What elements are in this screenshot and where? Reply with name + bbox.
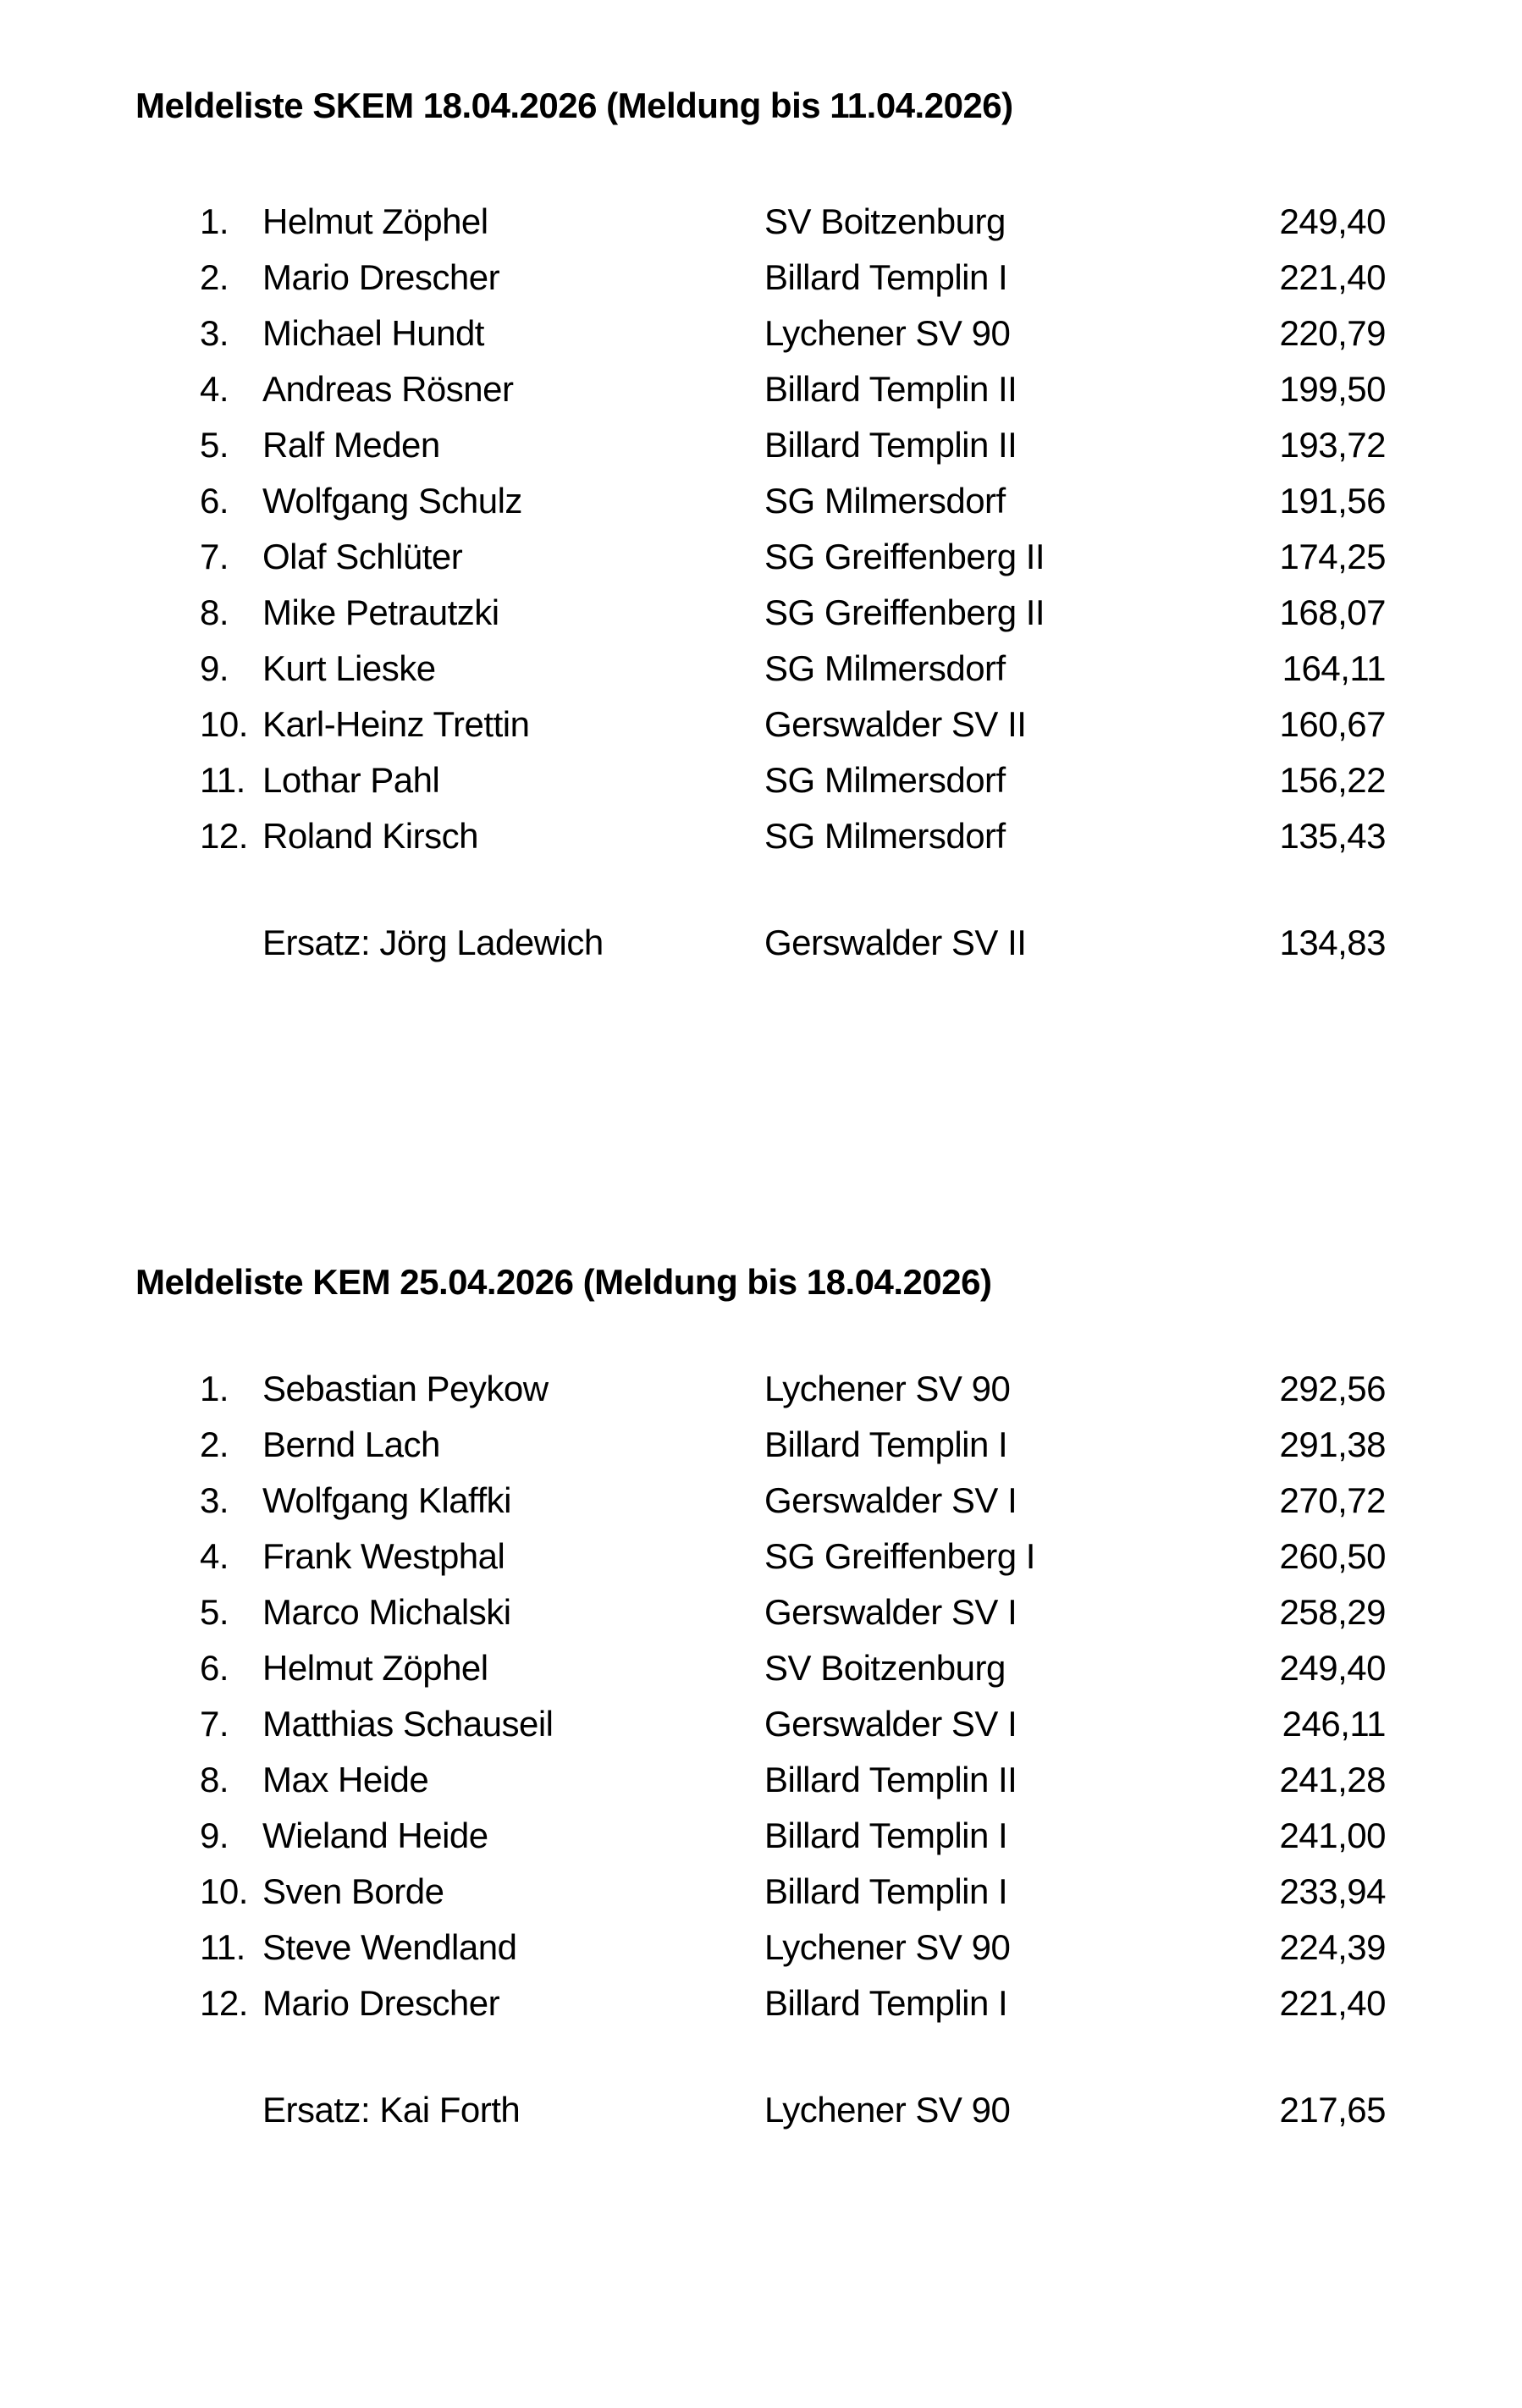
row-rank: 9. bbox=[200, 1816, 229, 1855]
row-rank: 6. bbox=[200, 1648, 229, 1688]
row-player-name: Roland Kirsch bbox=[262, 816, 478, 856]
row-player-name: Mike Petrautzki bbox=[262, 592, 499, 632]
table-row bbox=[200, 250, 1522, 306]
row-score: 164,11 bbox=[1282, 648, 1386, 688]
row-club: SG Greiffenberg II bbox=[764, 537, 1045, 576]
row-player-name: Max Heide bbox=[262, 1760, 429, 1799]
row-club: Lychener SV 90 bbox=[764, 1369, 1011, 1408]
row-player-name: Helmut Zöphel bbox=[262, 201, 488, 241]
substitute-label: Ersatz: Jörg Ladewich bbox=[262, 923, 604, 962]
row-player-name: Lothar Pahl bbox=[262, 760, 440, 800]
row-score: 221,40 bbox=[1279, 1983, 1386, 2023]
table-row bbox=[200, 641, 1522, 697]
row-score: 258,29 bbox=[1279, 1592, 1386, 1632]
table-row bbox=[200, 1920, 1522, 1975]
table-row bbox=[200, 1975, 1522, 2031]
row-score: 233,94 bbox=[1279, 1871, 1386, 1911]
table-row bbox=[200, 306, 1522, 361]
row-player-name: Ralf Meden bbox=[262, 425, 440, 465]
row-player-name: Kurt Lieske bbox=[262, 648, 436, 688]
row-rank: 3. bbox=[200, 313, 229, 353]
row-score: 291,38 bbox=[1279, 1424, 1386, 1464]
table-row bbox=[200, 697, 1522, 752]
row-club: Billard Templin I bbox=[764, 1983, 1008, 2023]
row-rank: 5. bbox=[200, 1592, 229, 1632]
row-score: 221,40 bbox=[1279, 257, 1386, 297]
row-rank: 2. bbox=[200, 1424, 229, 1464]
row-score: 270,72 bbox=[1279, 1480, 1386, 1520]
row-score: 241,28 bbox=[1279, 1760, 1386, 1799]
row-rank: 10. bbox=[200, 1871, 248, 1911]
row-player-name: Olaf Schlüter bbox=[262, 537, 463, 576]
table-row bbox=[200, 473, 1522, 529]
row-rank: 6. bbox=[200, 481, 229, 521]
row-player-name: Frank Westphal bbox=[262, 1536, 505, 1576]
row-player-name: Karl-Heinz Trettin bbox=[262, 704, 530, 744]
table-row bbox=[200, 529, 1522, 585]
row-rank: 12. bbox=[200, 816, 248, 856]
row-club: Billard Templin II bbox=[764, 425, 1017, 465]
row-club: SG Milmersdorf bbox=[764, 760, 1006, 800]
row-club: Gerswalder SV I bbox=[764, 1704, 1017, 1744]
table-row bbox=[200, 1584, 1522, 1640]
row-player-name: Wolfgang Klaffki bbox=[262, 1480, 511, 1520]
row-club: Billard Templin II bbox=[764, 1760, 1017, 1799]
row-player-name: Wolfgang Schulz bbox=[262, 481, 522, 521]
row-player-name: Sven Borde bbox=[262, 1871, 444, 1911]
row-player-name: Mario Drescher bbox=[262, 257, 500, 297]
row-rank: 4. bbox=[200, 369, 229, 409]
table-row bbox=[200, 1640, 1522, 1696]
row-rank: 11. bbox=[200, 760, 245, 800]
row-club: SV Boitzenburg bbox=[764, 1648, 1006, 1688]
row-score: 292,56 bbox=[1279, 1369, 1386, 1408]
row-player-name: Matthias Schauseil bbox=[262, 1704, 554, 1744]
row-player-name: Sebastian Peykow bbox=[262, 1369, 549, 1408]
row-player-name: Steve Wendland bbox=[262, 1927, 517, 1967]
row-score: 249,40 bbox=[1279, 1648, 1386, 1688]
table-row bbox=[200, 1752, 1522, 1808]
row-rank: 2. bbox=[200, 257, 229, 297]
row-player-name: Marco Michalski bbox=[262, 1592, 511, 1632]
row-score: 174,25 bbox=[1279, 537, 1386, 576]
table-row bbox=[200, 752, 1522, 808]
row-score: 160,67 bbox=[1279, 704, 1386, 744]
substitute-club: Gerswalder SV II bbox=[764, 923, 1027, 962]
table-row bbox=[200, 1361, 1522, 1417]
row-club: Billard Templin I bbox=[764, 1424, 1008, 1464]
row-club: SG Milmersdorf bbox=[764, 816, 1006, 856]
row-player-name: Bernd Lach bbox=[262, 1424, 440, 1464]
row-rank: 1. bbox=[200, 1369, 229, 1408]
row-rank: 10. bbox=[200, 704, 248, 744]
section-meldeliste-kem bbox=[0, 1261, 1522, 2138]
substitute-row bbox=[200, 2082, 1522, 2138]
row-score: 224,39 bbox=[1279, 1927, 1386, 1967]
table-row bbox=[200, 1808, 1522, 1864]
row-club: SG Milmersdorf bbox=[764, 648, 1006, 688]
row-rank: 1. bbox=[200, 201, 229, 241]
row-rank: 7. bbox=[200, 1704, 229, 1744]
row-score: 249,40 bbox=[1279, 201, 1386, 241]
row-score: 241,00 bbox=[1279, 1816, 1386, 1855]
row-rank: 7. bbox=[200, 537, 229, 576]
table-row bbox=[200, 1696, 1522, 1752]
row-club: SG Milmersdorf bbox=[764, 481, 1006, 521]
row-player-name: Mario Drescher bbox=[262, 1983, 500, 2023]
row-club: Billard Templin II bbox=[764, 369, 1017, 409]
row-score: 246,11 bbox=[1282, 1704, 1386, 1744]
row-score: 191,56 bbox=[1279, 481, 1386, 521]
row-club: SG Greiffenberg II bbox=[764, 592, 1045, 632]
row-club: SG Greiffenberg I bbox=[764, 1536, 1035, 1576]
row-club: Billard Templin I bbox=[764, 1816, 1008, 1855]
row-rank: 8. bbox=[200, 592, 229, 632]
row-score: 193,72 bbox=[1279, 425, 1386, 465]
table-row bbox=[200, 585, 1522, 641]
row-player-name: Wieland Heide bbox=[262, 1816, 488, 1855]
section-title: Meldeliste SKEM 18.04.2026 (Meldung bis 11.04.2026) bbox=[135, 85, 1013, 125]
row-club: Gerswalder SV II bbox=[764, 704, 1027, 744]
rows-container bbox=[0, 194, 1522, 864]
table-row bbox=[200, 1417, 1522, 1473]
substitute-row bbox=[200, 915, 1522, 971]
section-title: Meldeliste KEM 25.04.2026 (Meldung bis 18.04.2026) bbox=[135, 1262, 992, 1302]
row-score: 156,22 bbox=[1279, 760, 1386, 800]
row-rank: 11. bbox=[200, 1927, 245, 1967]
section-meldeliste-skem bbox=[0, 85, 1522, 971]
row-rank: 5. bbox=[200, 425, 229, 465]
row-score: 168,07 bbox=[1279, 592, 1386, 632]
rows-container bbox=[0, 1361, 1522, 2031]
row-rank: 12. bbox=[200, 1983, 248, 2023]
row-club: SV Boitzenburg bbox=[764, 201, 1006, 241]
row-player-name: Andreas Rösner bbox=[262, 369, 514, 409]
table-row bbox=[200, 417, 1522, 473]
row-score: 199,50 bbox=[1279, 369, 1386, 409]
row-club: Billard Templin I bbox=[764, 1871, 1008, 1911]
row-score: 220,79 bbox=[1279, 313, 1386, 353]
row-rank: 8. bbox=[200, 1760, 229, 1799]
row-club: Gerswalder SV I bbox=[764, 1592, 1017, 1632]
row-player-name: Michael Hundt bbox=[262, 313, 484, 353]
table-row bbox=[200, 361, 1522, 417]
substitute-score: 134,83 bbox=[1279, 923, 1386, 962]
table-row bbox=[200, 1529, 1522, 1584]
substitute-label: Ersatz: Kai Forth bbox=[262, 2090, 521, 2130]
row-club: Gerswalder SV I bbox=[764, 1480, 1017, 1520]
row-club: Billard Templin I bbox=[764, 257, 1008, 297]
row-score: 260,50 bbox=[1279, 1536, 1386, 1576]
row-rank: 9. bbox=[200, 648, 229, 688]
row-rank: 4. bbox=[200, 1536, 229, 1576]
table-row bbox=[200, 1473, 1522, 1529]
substitute-club: Lychener SV 90 bbox=[764, 2090, 1011, 2130]
substitute-score: 217,65 bbox=[1279, 2090, 1386, 2130]
row-club: Lychener SV 90 bbox=[764, 313, 1011, 353]
row-player-name: Helmut Zöphel bbox=[262, 1648, 488, 1688]
table-row bbox=[200, 1864, 1522, 1920]
row-club: Lychener SV 90 bbox=[764, 1927, 1011, 1967]
table-row bbox=[200, 808, 1522, 864]
table-row bbox=[200, 194, 1522, 250]
row-rank: 3. bbox=[200, 1480, 229, 1520]
row-score: 135,43 bbox=[1279, 816, 1386, 856]
